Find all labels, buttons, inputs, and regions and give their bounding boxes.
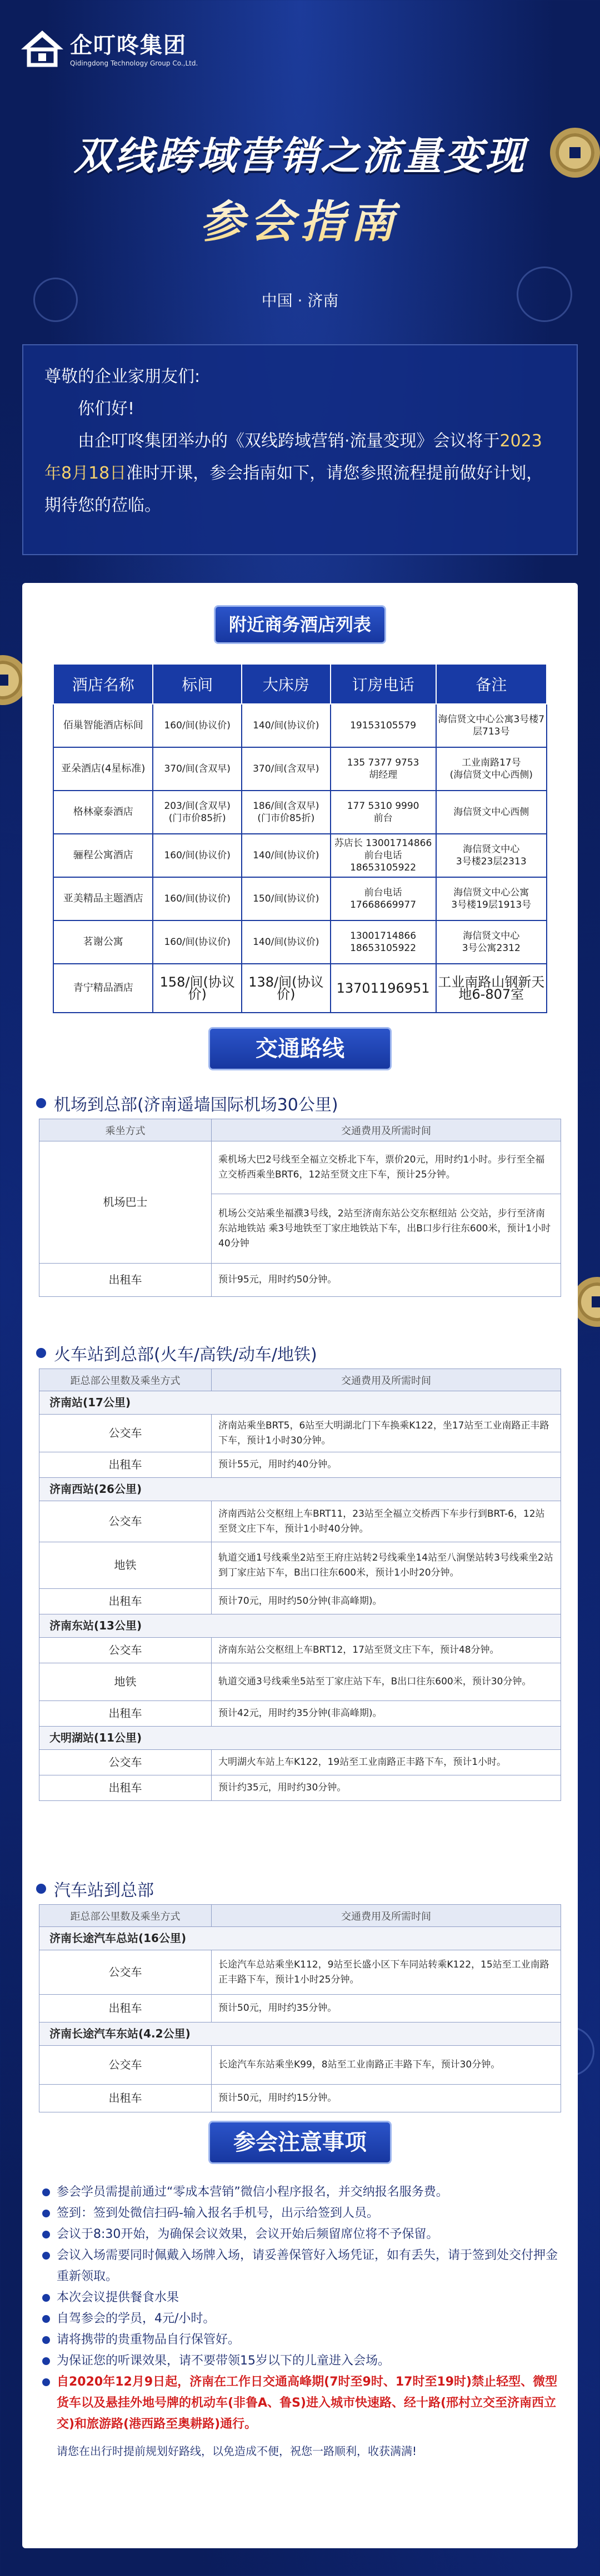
hotel-cell: 苏店长 13001714866 前台电话 18653105922 <box>331 834 436 877</box>
table-row <box>39 1750 561 1775</box>
note-item: 本次会议提供餐食水果 <box>39 2287 561 2308</box>
hotel-cell: 亚朵酒店(4星标准) <box>53 747 153 791</box>
route-detail: 济南站乘坐BRT5，6站至大明湖北门下车换乘K122，坐17站至工业南路正丰路下车，预计1小时30分钟。 <box>212 1415 561 1452</box>
intro-letter <box>22 344 578 555</box>
table-row <box>39 1775 561 1801</box>
route-detail: 轨道交通1号线乘坐2站至王府庄站转2号线乘坐14站至八涧堡站转3号线乘坐2站到丁家庄站下车，B出口往东600米，预计1小时20分钟。 <box>212 1542 561 1589</box>
table-row <box>39 1727 561 1750</box>
hotel-cell: 150/间(协议价) <box>242 877 331 920</box>
table-row <box>39 1663 561 1701</box>
hotel-cell: 177 5310 9990 前台 <box>331 791 436 834</box>
note-item: 签到：签到处微信扫码-输入报名手机号，出示给签到人员。 <box>39 2203 561 2224</box>
hotel-cell: 140/间(协议价) <box>242 834 331 877</box>
bullet-icon <box>36 1348 46 1358</box>
route-detail: 机场公交站乘坐福濮3号线，2站至济南东站公交东枢纽站 公交站，步行至济南东站地铁站 乘3号地铁至丁家庄地铁站下车，出B口步行往东600米，预计1小时40分钟 <box>212 1194 561 1264</box>
hotel-cell: 203/间(含双早) (门市价85折) <box>153 791 242 834</box>
airport-col2: 交通费用及所需时间 <box>212 1119 561 1141</box>
airport-heading <box>36 1091 338 1115</box>
notes-list <box>39 2182 561 2462</box>
note-item: 自驾参会的学员，4元/小时。 <box>39 2308 561 2330</box>
hotel-cell: 19153105579 <box>331 704 436 747</box>
route-detail: 轨道交通3号线乘坐5站至丁家庄站下车，B出口往东600米，预计30分钟。 <box>212 1663 561 1701</box>
hotel-cell: 160/间(协议价) <box>153 834 242 877</box>
note-item: 参会学员需提前通过“零成本营销”微信小程序报名，并交纳报名服务费。 <box>39 2182 561 2203</box>
house-logo-icon <box>20 28 64 67</box>
hotel-cell: 138/间(协议价) <box>242 964 331 1013</box>
train-col1: 距总部公里数及乘坐方式 <box>39 1369 212 1391</box>
table-row <box>39 1501 561 1542</box>
route-detail: 预计42元，用时约35分钟(非高峰期)。 <box>212 1701 561 1727</box>
hotel-cell: 13001714866 18653105922 <box>331 920 436 964</box>
route-mode: 出租车 <box>39 1589 212 1614</box>
hotel-col-king: 大床房 <box>242 664 331 704</box>
hotel-cell: 前台电话 17668669977 <box>331 877 436 920</box>
table-row <box>39 2046 561 2085</box>
hotel-cell: 135 7377 9753 胡经理 <box>331 747 436 791</box>
bullet-icon <box>36 1884 46 1894</box>
table-row <box>39 1589 561 1614</box>
route-mode: 地铁 <box>39 1663 212 1701</box>
hotel-cell: 160/间(协议价) <box>153 920 242 964</box>
event-date: 2023年8月18日 <box>44 431 542 483</box>
bullet-icon <box>36 1098 46 1108</box>
table-row <box>53 747 547 791</box>
table-row <box>39 1950 561 1995</box>
train-heading <box>36 1341 317 1365</box>
hotel-cell: 370/间(含双早) <box>242 747 331 791</box>
hotel-cell: 158/间(协议价) <box>153 964 242 1013</box>
route-mode: 出租车 <box>39 1701 212 1727</box>
hotel-cell: 亚美精品主题酒店 <box>53 877 153 920</box>
intro-hello: 你们好! <box>78 399 135 419</box>
route-mode: 出租车 <box>39 2085 212 2112</box>
route-group: 大明湖站(11公里) <box>39 1727 561 1750</box>
traffic-restriction-warning: 自2020年12月9日起，济南在工作日交通高峰期(7时至9时、17时至19时)禁止轻型、微型货车以及悬挂外地号牌的机动车(非鲁A、鲁S)进入城市快速路、经十路(邢村立交至济南西立交)和旅游路(港西路至奥耕路)通行。 <box>39 2372 561 2435</box>
route-mode: 公交车 <box>39 1501 212 1542</box>
route-group: 济南站(17公里) <box>39 1391 561 1415</box>
table-row <box>39 2085 561 2112</box>
route-detail: 预计70元，用时约50分钟(非高峰期)。 <box>212 1589 561 1614</box>
hotel-table-header <box>53 664 547 704</box>
hotel-cell: 海信贤文中心公寓3号楼7层713号 <box>436 704 547 747</box>
hotel-cell: 佰巢智能酒店标间 <box>53 704 153 747</box>
table-row <box>39 1542 561 1589</box>
airport-route-table <box>39 1119 561 1297</box>
hotel-cell: 186/间(含双早) (门市价85折) <box>242 791 331 834</box>
table-row <box>39 2022 561 2046</box>
table-row <box>39 1927 561 1950</box>
hotel-cell: 160/间(协议价) <box>153 877 242 920</box>
table-row <box>53 834 547 877</box>
route-mode: 出租车 <box>39 1995 212 2022</box>
train-heading-text: 火车站到总部(火车/高铁/动车/地铁) <box>54 1345 317 1365</box>
intro-body <box>44 425 556 522</box>
hotel-cell: 海信贤文中心 3号楼23层2313 <box>436 834 547 877</box>
table-row <box>39 1415 561 1452</box>
table-row <box>39 1478 561 1501</box>
route-mode: 公交车 <box>39 2046 212 2085</box>
logo-name: 企叮咚集团 <box>70 33 187 58</box>
route-detail: 预计95元，用时约50分钟。 <box>212 1264 561 1297</box>
company-logo <box>20 28 198 67</box>
route-detail: 大明湖火车站上车K122，19站至工业南路正丰路下车，预计1小时。 <box>212 1750 561 1775</box>
hotel-cell: 格林豪泰酒店 <box>53 791 153 834</box>
note-item: 会议于8:30开始，为确保会议效果，会议开始后频留席位将不予保留。 <box>39 2224 561 2245</box>
hotel-cell: 13701196951 <box>331 964 436 1013</box>
coach-heading-text: 汽车站到总部 <box>54 1881 154 1900</box>
route-group: 济南长途汽车东站(4.2公里) <box>39 2022 561 2046</box>
table-row <box>53 877 547 920</box>
table-row <box>53 964 547 1013</box>
route-detail: 预计50元，用时约35分钟。 <box>212 1995 561 2022</box>
intro-greeting: 尊敬的企业家朋友们: <box>44 367 201 386</box>
route-detail: 长途汽车总站乘坐K112，9站至长盛小区下车同站转乘K122，15站至工业南路正丰路下车，预计1小时25分钟。 <box>212 1950 561 1995</box>
table-row <box>39 1264 561 1297</box>
route-detail: 长途汽车东站乘坐K99，8站至工业南路正丰路下车，预计30分钟。 <box>212 2046 561 2085</box>
hotel-col-name: 酒店名称 <box>53 664 153 704</box>
hotel-cell: 370/间(含双早) <box>153 747 242 791</box>
route-mode: 公交车 <box>39 1415 212 1452</box>
route-detail: 预计50元，用时约15分钟。 <box>212 2085 561 2112</box>
table-row <box>39 1701 561 1727</box>
route-detail: 预计55元，用时约40分钟。 <box>212 1452 561 1478</box>
route-mode: 公交车 <box>39 1750 212 1775</box>
table-row <box>53 920 547 964</box>
route-mode: 出租车 <box>39 1452 212 1478</box>
hotel-cell: 海信贤文中心公寓 3号楼19层1913号 <box>436 877 547 920</box>
route-group: 济南西站(26公里) <box>39 1478 561 1501</box>
intro-body-part1: 由企叮咚集团举办的《双线跨域营销·流量变现》会议将于 <box>78 431 500 451</box>
closing-note: 请您在出行时提前规划好路线，以免造成不便，祝您一路顺利，收获满满! <box>57 2444 417 2458</box>
hotel-section-title: 附近商务酒店列表 <box>214 605 386 644</box>
route-group: 济南东站(13公里) <box>39 1614 561 1638</box>
hotel-col-phone: 订房电话 <box>331 664 436 704</box>
location-label: 中国 · 济南 <box>261 291 339 310</box>
hotel-cell: 160/间(协议价) <box>153 704 242 747</box>
traffic-section-title: 交通路线 <box>208 1027 392 1070</box>
hotel-cell: 骊程公寓酒店 <box>53 834 153 877</box>
route-detail: 乘机场大巴2号线至全福立交桥北下车，票价20元，用时约1小时。步行至全福立交桥西乘坐BRT6，12站至贤文庄下车，预计25分钟。 <box>212 1141 561 1194</box>
page-title: 双线跨域营销之流量变现 <box>74 133 526 179</box>
intro-body-part2: 准时开课，参会指南如下，请您参照流程提前做好计划，期待您的莅临。 <box>44 464 543 515</box>
route-mode: 公交车 <box>39 1638 212 1663</box>
table-row <box>39 1391 561 1415</box>
table-row <box>39 1141 561 1194</box>
table-row <box>39 1452 561 1478</box>
notes-section-title: 参会注意事项 <box>208 2121 392 2164</box>
route-mode: 公交车 <box>39 1950 212 1995</box>
hotel-cell: 海信贤文中心 3号公寓2312 <box>436 920 547 964</box>
route-mode: 出租车 <box>39 1775 212 1801</box>
note-item: 会议入场需要同时佩戴入场牌入场，请妥善保管好入场凭证，如有丢失，请于签到处交付押金重新领取。 <box>39 2245 561 2287</box>
route-mode: 机场巴士 <box>39 1141 212 1264</box>
coach-col2: 交通费用及所需时间 <box>212 1905 561 1927</box>
hotel-table <box>53 663 547 1013</box>
route-detail: 预计约35元，用时约30分钟。 <box>212 1775 561 1801</box>
route-detail: 济南东站公交枢纽上车BRT12，17站至贤文庄下车，预计48分钟。 <box>212 1638 561 1663</box>
route-group: 济南长途汽车总站(16公里) <box>39 1927 561 1950</box>
hotel-cell: 140/间(协议价) <box>242 920 331 964</box>
hotel-cell: 140/间(协议价) <box>242 704 331 747</box>
hotel-cell: 海信贤文中心西侧 <box>436 791 547 834</box>
table-row <box>39 1638 561 1663</box>
note-item: 为保证您的听课效果，请不要带领15岁以下的儿童进入会场。 <box>39 2351 561 2372</box>
coach-heading <box>36 1876 154 1901</box>
coach-col1: 距总部公里数及乘坐方式 <box>39 1905 212 1927</box>
route-mode: 出租车 <box>39 1264 212 1297</box>
note-item: 请将携带的贵重物品自行保管好。 <box>39 2330 561 2351</box>
table-row <box>39 1995 561 2022</box>
hotel-cell: 青宁精品酒店 <box>53 964 153 1013</box>
table-row <box>39 1614 561 1638</box>
logo-subtitle: Qidingdong Technology Group Co.,Ltd. <box>70 59 198 67</box>
table-row <box>53 704 547 747</box>
hotel-cell: 工业南路山钢新天地6-807室 <box>436 964 547 1013</box>
route-detail: 济南西站公交枢纽上车BRT11，23站至全福立交桥西下车步行到BRT-6，12站至贤文庄下车，预计1小时40分钟。 <box>212 1501 561 1542</box>
hotel-cell: 茗谢公寓 <box>53 920 153 964</box>
guide-card <box>22 583 578 2548</box>
airport-heading-text: 机场到总部(济南遥墙国际机场30公里) <box>54 1095 338 1115</box>
hotel-cell: 工业南路17号 (海信贤文中心西侧) <box>436 747 547 791</box>
hotel-col-standard: 标间 <box>153 664 242 704</box>
hotel-col-note: 备注 <box>436 664 547 704</box>
train-col2: 交通费用及所需时间 <box>212 1369 561 1391</box>
coach-route-table <box>39 1904 561 2112</box>
route-mode: 地铁 <box>39 1542 212 1589</box>
train-route-table <box>39 1368 561 1801</box>
table-row <box>53 791 547 834</box>
page-subtitle: 参会指南 <box>200 186 400 250</box>
airport-col1: 乘坐方式 <box>39 1119 212 1141</box>
